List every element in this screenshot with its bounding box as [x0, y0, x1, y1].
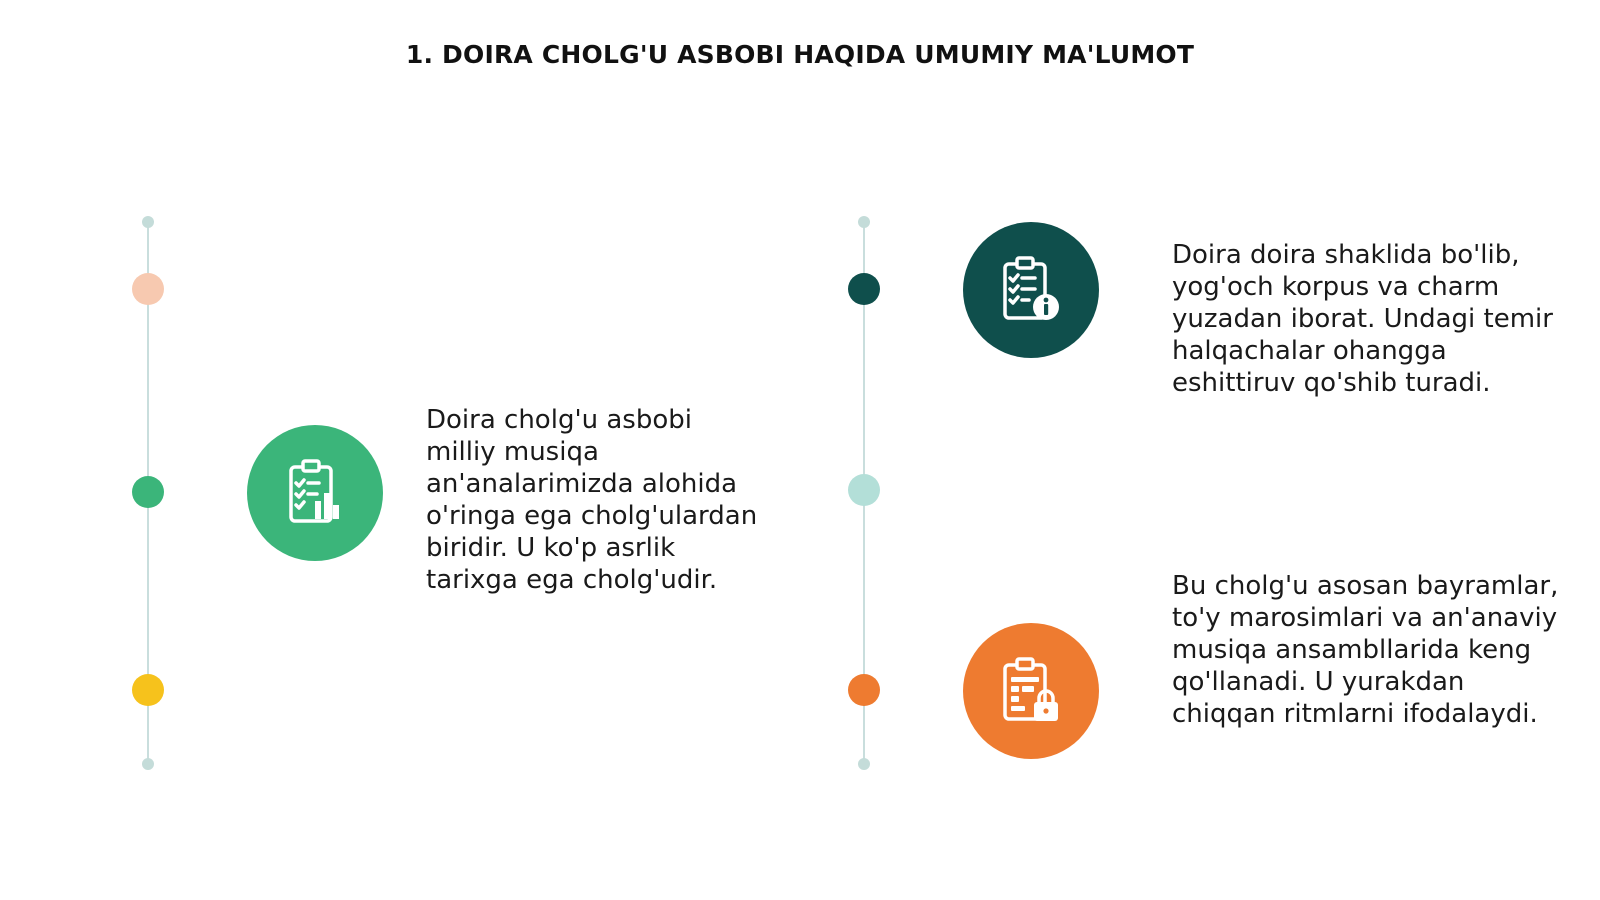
timeline-marker-orange: [848, 674, 880, 706]
timeline-marker-mint: [848, 474, 880, 506]
clipboard-chart-icon: [247, 425, 383, 561]
timeline-marker-peach: [132, 273, 164, 305]
timeline-start-cap: [858, 216, 870, 228]
timeline-marker-yellow: [132, 674, 164, 706]
item-text: Bu cholg'u asosan bayramlar, to'y marosimlari va an'anaviy musiqa ansambllarida keng qo'llanadi. U yurakdan chiqqan ritmlarni ifodalaydi.: [1172, 571, 1559, 729]
clipboard-info-icon: [963, 222, 1099, 358]
timeline-marker-dark-teal: [848, 273, 880, 305]
timeline-marker-green: [132, 476, 164, 508]
timeline-end-cap: [142, 758, 154, 770]
item-text: Doira cholg'u asbobi milliy musiqa an'analarimizda alohida o'ringa ega cholg'ulardan biridir. U ko'p asrlik tarixga ega cholg'udir.: [426, 405, 758, 595]
item-text: Doira doira shaklida bo'lib, yog'och korpus va charm yuzadan iborat. Undagi temir halqachalar ohangga eshittiruv qo'shib turadi.: [1172, 240, 1553, 398]
timeline-start-cap: [142, 216, 154, 228]
slide-title: 1. DOIRA CHOLG'U ASBOBI HAQIDA UMUMIY MA'LUMOT: [405, 40, 1195, 69]
timeline-end-cap: [858, 758, 870, 770]
clipboard-lock-icon: [963, 623, 1099, 759]
